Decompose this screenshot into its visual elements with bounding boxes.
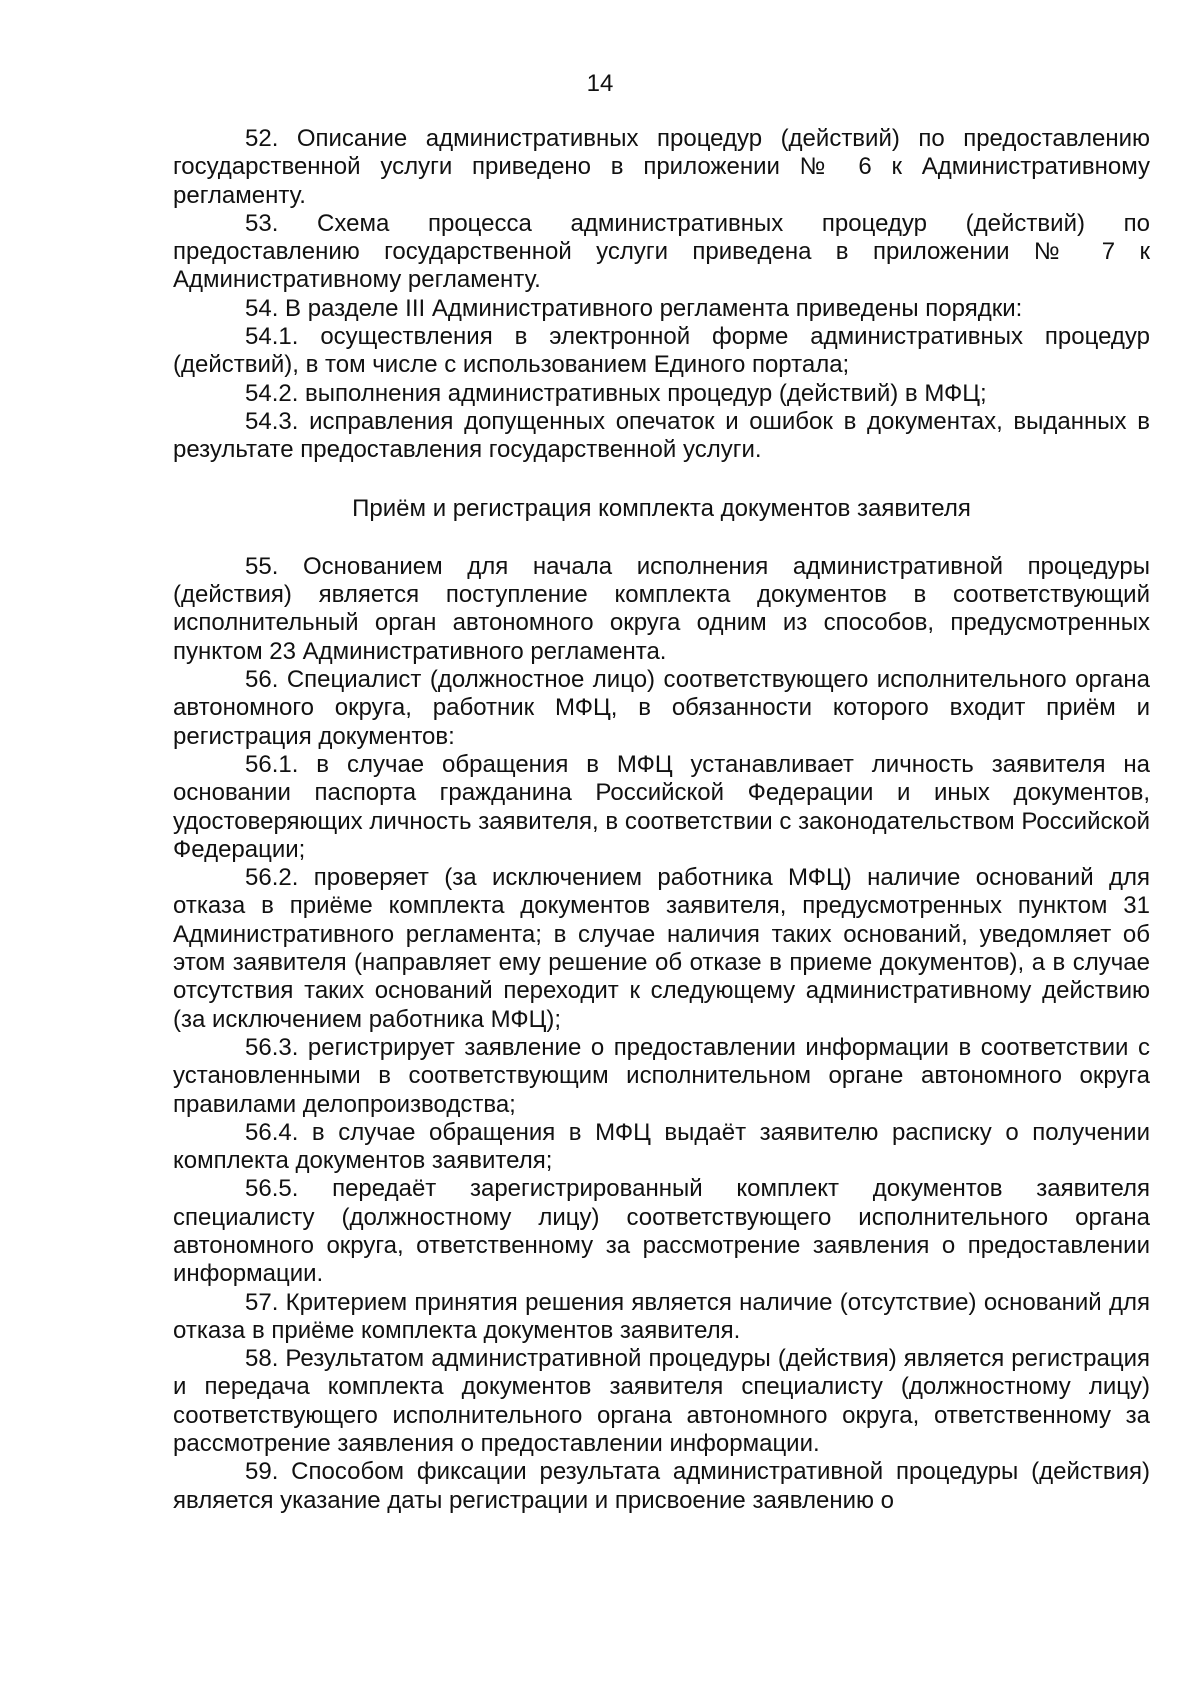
paragraph-55: 55. Основанием для начала исполнения административной процедуры (действия) является поступление комплекта документов в соответствующий исполнительный орган автономного округа одним из способов, предусмотренных пунктом 23 Административного регламента. (173, 552, 1150, 665)
document-body (173, 125, 1150, 1515)
paragraph-54: 54. В разделе III Административного регламента приведены порядки: (245, 294, 1023, 322)
page-number: 14 (586, 70, 614, 97)
paragraph-57: 57. Критерием принятия решения является наличие (отсутствие) оснований для отказа в приёме комплекта документов заявителя. (173, 1288, 1150, 1344)
paragraph-58: 58. Результатом административной процедуры (действия) является регистрация и передача комплекта документов заявителя специалисту (должностному лицу) соответствующего исполнительного органа автономного округа, ответственному за рассмотрение заявления о предоставлении информации. (173, 1345, 1150, 1458)
paragraph-56: 56. Специалист (должностное лицо) соответствующего исполнительного органа автономного округа, работник МФЦ, в обязанности которого входит приём и регистрация документов: (173, 666, 1150, 750)
paragraph-54-3: 54.3. исправления допущенных опечаток и ошибок в документах, выданных в результате предоставления государственной услуги. (173, 407, 1150, 464)
paragraph-54-2: 54.2. выполнения административных процедур (действий) в МФЦ; (245, 379, 987, 407)
paragraph-52: 52. Описание административных процедур (действий) по предоставлению государственной услуги приведено в приложении № 6 к Административному регламенту. (173, 125, 1150, 209)
section-heading: Приём и регистрация комплекта документов заявителя (352, 494, 971, 522)
paragraph-53: 53. Схема процесса административных процедур (действий) по предоставлению государственной услуги приведена в приложении № 7 к Административному регламенту. (173, 209, 1150, 294)
paragraph-56-2: 56.2. проверяет (за исключением работника МФЦ) наличие оснований для отказа в приёме комплекта документов заявителя, предусмотренных пунктом 31 Административного регламента; в случае наличия таких оснований, уведомляет об этом заявителя (направляет ему решение об отказе в приеме документов), а в случае отсутствия таких оснований переходит к следующему административному действию (за исключением работника МФЦ); (173, 864, 1150, 1033)
paragraph-59: 59. Способом фиксации результата административной процедуры (действия) является указание даты регистрации и присвоение заявлению о (173, 1458, 1150, 1514)
paragraph-56-4: 56.4. в случае обращения в МФЦ выдаёт заявителю расписку о получении комплекта документов заявителя; (173, 1118, 1150, 1175)
paragraph-54-1: 54.1. осуществления в электронной форме административных процедур (действий), в том числе с использованием Единого портала; (173, 323, 1150, 379)
paragraph-56-1: 56.1. в случае обращения в МФЦ устанавливает личность заявителя на основании паспорта гражданина Российской Федерации и иных документов, удостоверяющих личность заявителя, в соответствии с законодательством Российской Федерации; (173, 750, 1150, 863)
paragraph-56-5: 56.5. передаёт зарегистрированный комплект документов заявителя специалисту (должностному лицу) соответствующего исполнительного органа автономного округа, ответственному за рассмотрение заявления о предоставлении информации. (173, 1175, 1150, 1288)
paragraph-56-3: 56.3. регистрирует заявление о предоставлении информации в соответствии с установленными в соответствующим исполнительном органе автономного округа правилами делопроизводства; (173, 1033, 1150, 1118)
